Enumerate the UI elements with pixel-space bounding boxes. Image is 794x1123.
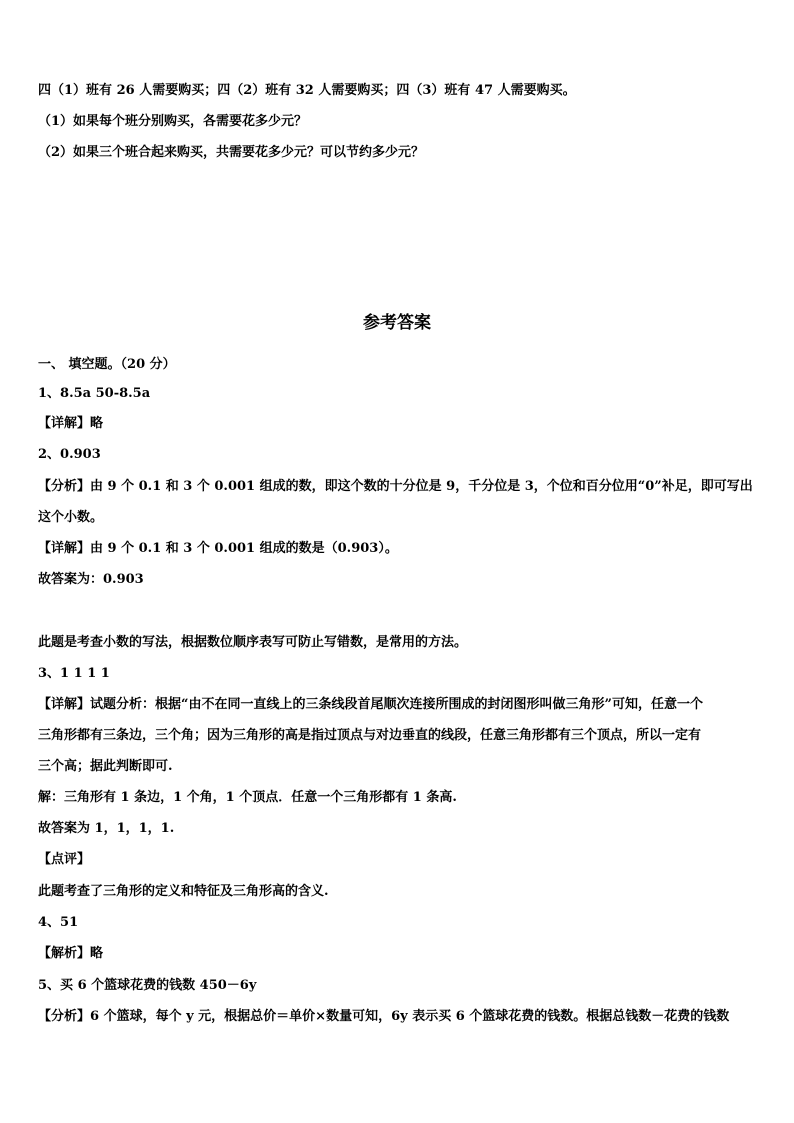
answer-title: 参考答案 — [363, 313, 431, 333]
problem-intro: 四（1）班有 26 人需要购买；四（2）班有 32 人需要购买；四（3）班有 47 人需要购买。 — [38, 83, 576, 98]
answer-line: 【分析】由 9 个 0.1 和 3 个 0.001 组成的数，即这个数的十分位是 9，千分位是 3，个位和百分位用“0”补足，即可写出 — [38, 479, 753, 494]
answer-line: 5、买 6 个篮球花费的钱数 450－6y — [38, 978, 257, 993]
answer-line: 4、51 — [38, 915, 79, 930]
answer-line: 解：三角形有 1 条边，1 个角，1 个顶点．任意一个三角形都有 1 条高. — [38, 790, 457, 805]
answer-line: 【详解】由 9 个 0.1 和 3 个 0.001 组成的数是（0.903）。 — [38, 541, 398, 556]
section-heading: 一、 填空题。（20 分） — [38, 357, 176, 372]
answer-line: 【详解】略 — [38, 416, 104, 431]
answer-line: 三个高；据此判断即可. — [38, 759, 173, 774]
answer-line: 【详解】试题分析：根据“由不在同一直线上的三条线段首尾顺次连接所围成的封闭图形叫做三角形”可知，任意一个 — [38, 697, 703, 712]
answer-line: 1、8.5a 50-8.5a — [38, 386, 151, 401]
answer-line: 这个小数。 — [38, 510, 104, 525]
answer-line: 此题是考查小数的写法，根据数位顺序表写可防止写错数，是常用的方法。 — [38, 635, 468, 650]
problem-question-1: （1）如果每个班分别购买，各需要花多少元？ — [38, 114, 308, 129]
answer-line: 【解析】略 — [38, 946, 104, 961]
answer-line: 此题考查了三角形的定义和特征及三角形高的含义. — [38, 884, 329, 899]
answer-line: 故答案为：0.903 — [38, 572, 144, 587]
answer-line: 【点评】 — [38, 852, 91, 867]
answer-line: 【分析】6 个篮球，每个 y 元，根据总价＝单价×数量可知，6y 表示买 6 个篮球花费的钱数。根据总钱数－花费的钱数 — [38, 1009, 730, 1024]
answer-line: 三角形都有三条边，三个角；因为三角形的高是指过顶点与对边垂直的线段，任意三角形都有三个顶点，所以一定有 — [38, 728, 702, 743]
answer-line: 故答案为 1，1，1，1. — [38, 821, 175, 836]
problem-question-2: （2）如果三个班合起来购买，共需要花多少元？可以节约多少元？ — [38, 145, 425, 160]
answer-line: 2、0.903 — [38, 447, 101, 462]
answer-line: 3、1 1 1 1 — [38, 666, 110, 681]
